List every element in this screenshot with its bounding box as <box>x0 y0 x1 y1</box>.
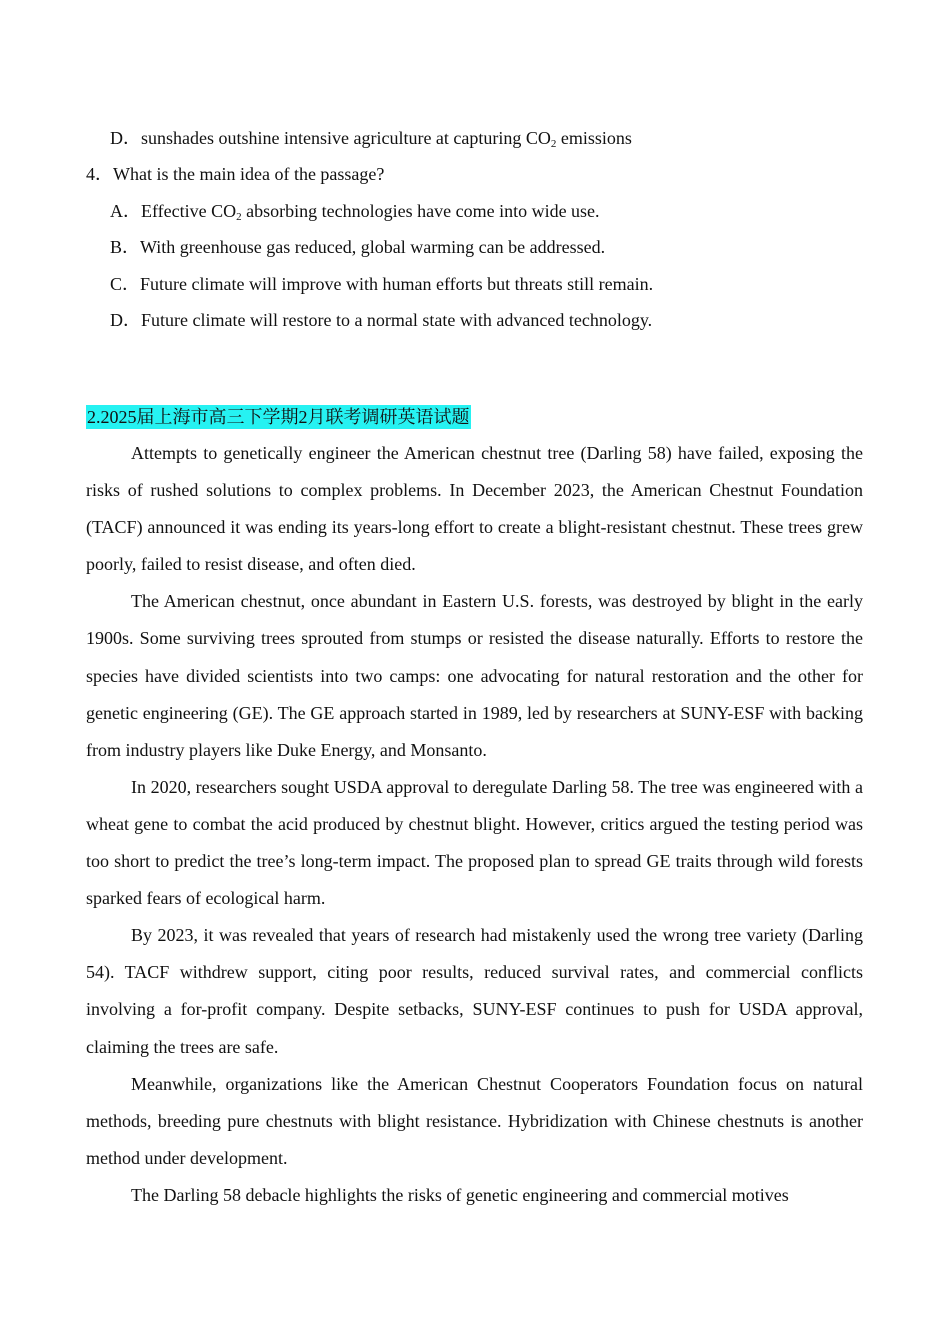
option-label: D． <box>110 310 141 330</box>
option-text-end: absorbing technologies have come into wide use. <box>241 201 600 221</box>
option-text: Effective CO <box>141 201 237 221</box>
question-text: What is the main idea of the passage? <box>113 164 385 184</box>
passage-paragraph: Meanwhile, organizations like the American Chestnut Cooperators Foundation focus on natural methods, breeding pure chestnuts with blight resistance. Hybridization with Chinese chestnuts is another method under development. <box>86 1073 863 1168</box>
option-label: C． <box>110 274 141 294</box>
question-4-option-d <box>110 309 652 331</box>
question-4-option-a <box>110 200 600 222</box>
question-4-option-b <box>110 236 605 258</box>
question-4-option-c <box>110 273 653 295</box>
section-heading: 2.2025届上海市高三下学期2月联考调研英语试题 <box>87 407 470 427</box>
option-text-end: emissions <box>556 128 632 148</box>
option-label: A． <box>110 201 141 221</box>
passage-paragraph: The American chestnut, once abundant in Eastern U.S. forests, was destroyed by blight in the early 1900s. Some surviving trees sprouted from stumps or resisted the disease naturally. Efforts to restore the species have divided scientists into two camps: one advocating for natural restoration and the other for genetic engineering (GE). The GE approach started in 1989, led by researchers at SUNY-ESF with backing from industry players like Duke Energy, and Monsanto. <box>86 591 863 760</box>
subscript: 2 <box>236 211 242 223</box>
option-text: With greenhouse gas reduced, global warming can be addressed. <box>140 237 606 257</box>
prev-question-option-d <box>110 127 632 149</box>
passage-paragraph: Attempts to genetically engineer the American chestnut tree (Darling 58) have failed, exposing the risks of rushed solutions to complex problems. In December 2023, the American Chestnut Foundation (TACF) announced it was ending its years-long effort to create a blight-resistant chestnut. These trees grew poorly, failed to resist disease, and often died. <box>86 443 863 575</box>
option-text: Future climate will restore to a normal state with advanced technology. <box>141 310 653 330</box>
option-label: D． <box>110 128 141 148</box>
passage-paragraph: By 2023, it was revealed that years of research had mistakenly used the wrong tree variety (Darling 54). TACF withdrew support, citing poor results, reduced survival rates, and commercial conflicts involving a for-profit company. Despite setbacks, SUNY-ESF continues to push for USDA approval, claiming the trees are safe. <box>86 925 863 1057</box>
question-4 <box>86 163 384 185</box>
passage-paragraph: The Darling 58 debacle highlights the risks of genetic engineering and commercial motives <box>131 1184 789 1205</box>
reading-passage <box>86 435 863 1214</box>
option-label: B． <box>110 237 141 257</box>
subscript: 2 <box>550 138 557 150</box>
option-text: Future climate will improve with human efforts but threats still remain. <box>140 274 654 294</box>
option-text: sunshades outshine intensive agriculture at capturing CO <box>141 128 551 148</box>
question-number: 4． <box>86 164 113 184</box>
passage-paragraph: In 2020, researchers sought USDA approval to deregulate Darling 58. The tree was engineered with a wheat gene to combat the acid produced by chestnut blight. However, critics argued the testing period was too short to predict the tree’s long-term impact. The proposed plan to spread GE traits through wild forests sparked fears of ecological harm. <box>86 776 863 909</box>
